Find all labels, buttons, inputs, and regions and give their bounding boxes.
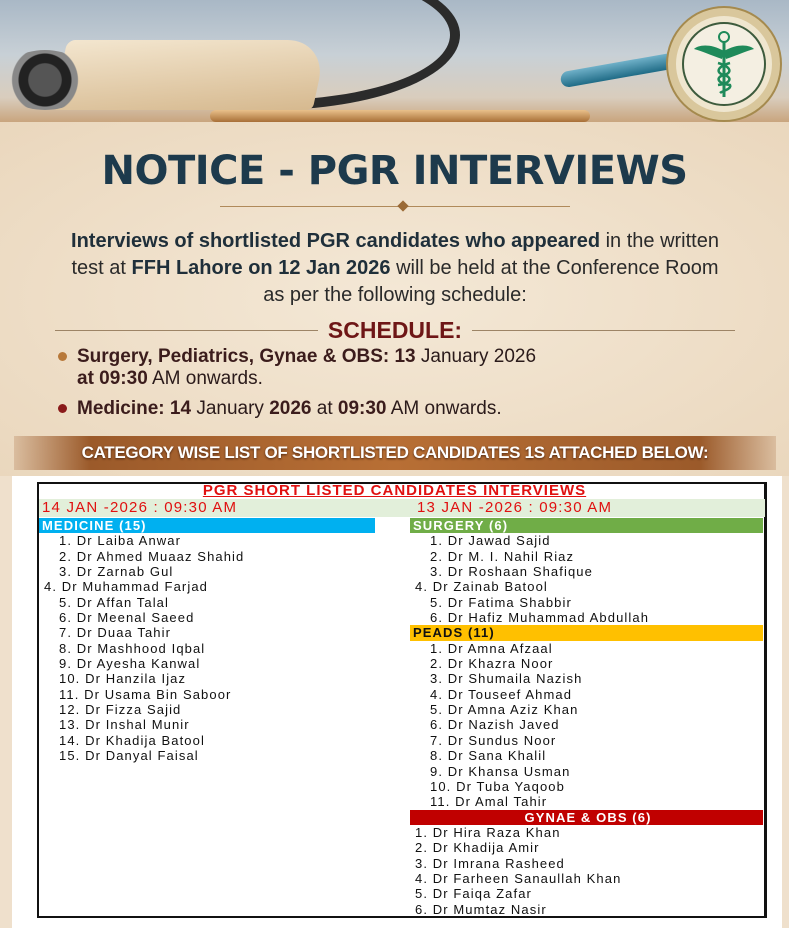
- category-banner: CATEGORY WISE LIST OF SHORTLISTED CANDIDATES 1S ATTACHED BELOW:: [14, 436, 776, 470]
- candidate-item: 5. Dr Amna Aziz Khan: [430, 702, 579, 718]
- schedule-text: Medicine: 14: [77, 398, 192, 419]
- schedule-label: SCHEDULE:: [327, 316, 463, 343]
- candidate-item: 4. Dr Touseef Ahmad: [430, 686, 573, 702]
- schedule-item-surgery: [58, 346, 536, 390]
- section-header-peads: PEADS (11): [410, 625, 763, 640]
- divider: [220, 206, 570, 207]
- schedule-text: at 09:30: [77, 368, 148, 389]
- bullet-icon: [58, 352, 67, 361]
- bullet-icon: [58, 404, 67, 413]
- section-header-gynae: GYNAE & OBS (6): [410, 810, 763, 825]
- stethoscope-icon: [0, 50, 90, 110]
- candidate-item: 1. Dr Amna Afzaal: [430, 640, 553, 656]
- candidate-item: 11. Dr Amal Tahir: [430, 794, 548, 810]
- medical-emblem-logo: [668, 8, 780, 120]
- candidate-item: 10. Dr Tuba Yaqoob: [430, 778, 565, 794]
- intro-text: in the written: [600, 230, 719, 252]
- schedule-text: AM onwards.: [386, 398, 502, 419]
- intro-text: as per the following schedule:: [263, 284, 527, 306]
- candidate-item: 6. Dr Meenal Saeed: [59, 610, 195, 626]
- candidate-item: 7. Dr Sundus Noor: [430, 732, 557, 748]
- candidate-item: 6. Dr Hafiz Muhammad Abdullah: [430, 610, 650, 626]
- candidate-item: 5. Dr Fatima Shabbir: [430, 594, 572, 610]
- candidate-item: 6. Dr Nazish Javed: [430, 717, 560, 733]
- pen-illustration: [560, 52, 681, 89]
- divider: [472, 330, 735, 331]
- schedule-item-medicine: [58, 398, 502, 420]
- schedule-heading: [55, 316, 735, 344]
- candidate-item: 7. Dr Duaa Tahir: [59, 625, 172, 641]
- candidate-item: 4. Dr Muhammad Farjad: [44, 579, 208, 595]
- candidate-item: 10. Dr Hanzila Ijaz: [59, 671, 187, 687]
- schedule-text: AM onwards.: [147, 368, 263, 389]
- candidate-item: 8. Dr Mashhood Iqbal: [59, 640, 206, 656]
- caduceus-icon: [692, 29, 756, 99]
- schedule-text: 09:30: [337, 398, 387, 419]
- candidate-item: 15. Dr Danyal Faisal: [59, 748, 199, 764]
- candidate-item: 2. Dr Khazra Noor: [430, 656, 554, 672]
- section-header-surgery: SURGERY (6): [410, 518, 763, 533]
- candidate-item: 14. Dr Khadija Batool: [59, 732, 205, 748]
- candidate-item: 5. Dr Faiqa Zafar: [415, 886, 532, 902]
- candidate-item: 3. Dr Zarnab Gul: [59, 564, 174, 580]
- candidate-item: 3. Dr Imrana Rasheed: [415, 855, 565, 871]
- candidate-item: 12. Dr Fizza Sajid: [59, 702, 182, 718]
- candidate-item: 3. Dr Shumaila Nazish: [430, 671, 583, 687]
- divider: [55, 330, 318, 331]
- right-column: [410, 518, 763, 917]
- left-date: 14 JAN -2026 : 09:30 AM: [42, 499, 238, 516]
- candidate-item: 2. Dr M. I. Nahil Riaz: [430, 548, 575, 564]
- schedule-text: at: [311, 398, 338, 419]
- right-date: 13 JAN -2026 : 09:30 AM: [417, 499, 613, 516]
- candidate-item: 1. Dr Jawad Sajid: [430, 533, 551, 549]
- candidate-item: 8. Dr Sana Khalil: [430, 748, 547, 764]
- candidate-item: 5. Dr Affan Talal: [59, 594, 169, 610]
- decorative-bar: [210, 110, 590, 122]
- header-image: [0, 0, 789, 122]
- candidate-item: 3. Dr Roshaan Shafique: [430, 564, 593, 580]
- notice-intro: [30, 228, 760, 309]
- candidate-item: 11. Dr Usama Bin Saboor: [59, 686, 232, 702]
- table-title: PGR SHORT LISTED CANDIDATES INTERVIEWS: [202, 482, 587, 499]
- schedule-text: Surgery, Pediatrics, Gynae & OBS: 13: [77, 346, 416, 367]
- candidate-item: 9. Dr Khansa Usman: [430, 763, 571, 779]
- candidate-item: 2. Dr Khadija Amir: [415, 840, 540, 856]
- section-header-medicine: MEDICINE (15): [39, 518, 375, 533]
- candidate-item: 13. Dr Inshal Munir: [59, 717, 190, 733]
- candidate-item: 6. Dr Mumtaz Nasir: [415, 901, 547, 917]
- intro-text: will be held at the Conference Room: [390, 257, 719, 279]
- intro-text: test at: [71, 257, 132, 279]
- candidate-item: 4. Dr Farheen Sanaullah Khan: [415, 870, 622, 886]
- intro-bold: Interviews of shortlisted PGR candidates who appeared: [71, 230, 601, 252]
- book-illustration: [53, 40, 328, 110]
- intro-bold: FFH Lahore on 12 Jan 2026: [131, 257, 391, 279]
- candidate-item: 1. Dr Hira Raza Khan: [415, 824, 561, 840]
- schedule-text: January: [191, 398, 270, 419]
- medicine-column: [39, 518, 375, 764]
- schedule-text: January 2026: [415, 346, 537, 367]
- candidate-item: 9. Dr Ayesha Kanwal: [59, 656, 201, 672]
- candidate-item: 2. Dr Ahmed Muaaz Shahid: [59, 548, 245, 564]
- notice-title: NOTICE - PGR INTERVIEWS: [101, 148, 688, 194]
- schedule-text: 2026: [269, 398, 312, 419]
- candidate-item: 1. Dr Laiba Anwar: [59, 533, 182, 549]
- candidate-item: 4. Dr Zainab Batool: [415, 579, 548, 595]
